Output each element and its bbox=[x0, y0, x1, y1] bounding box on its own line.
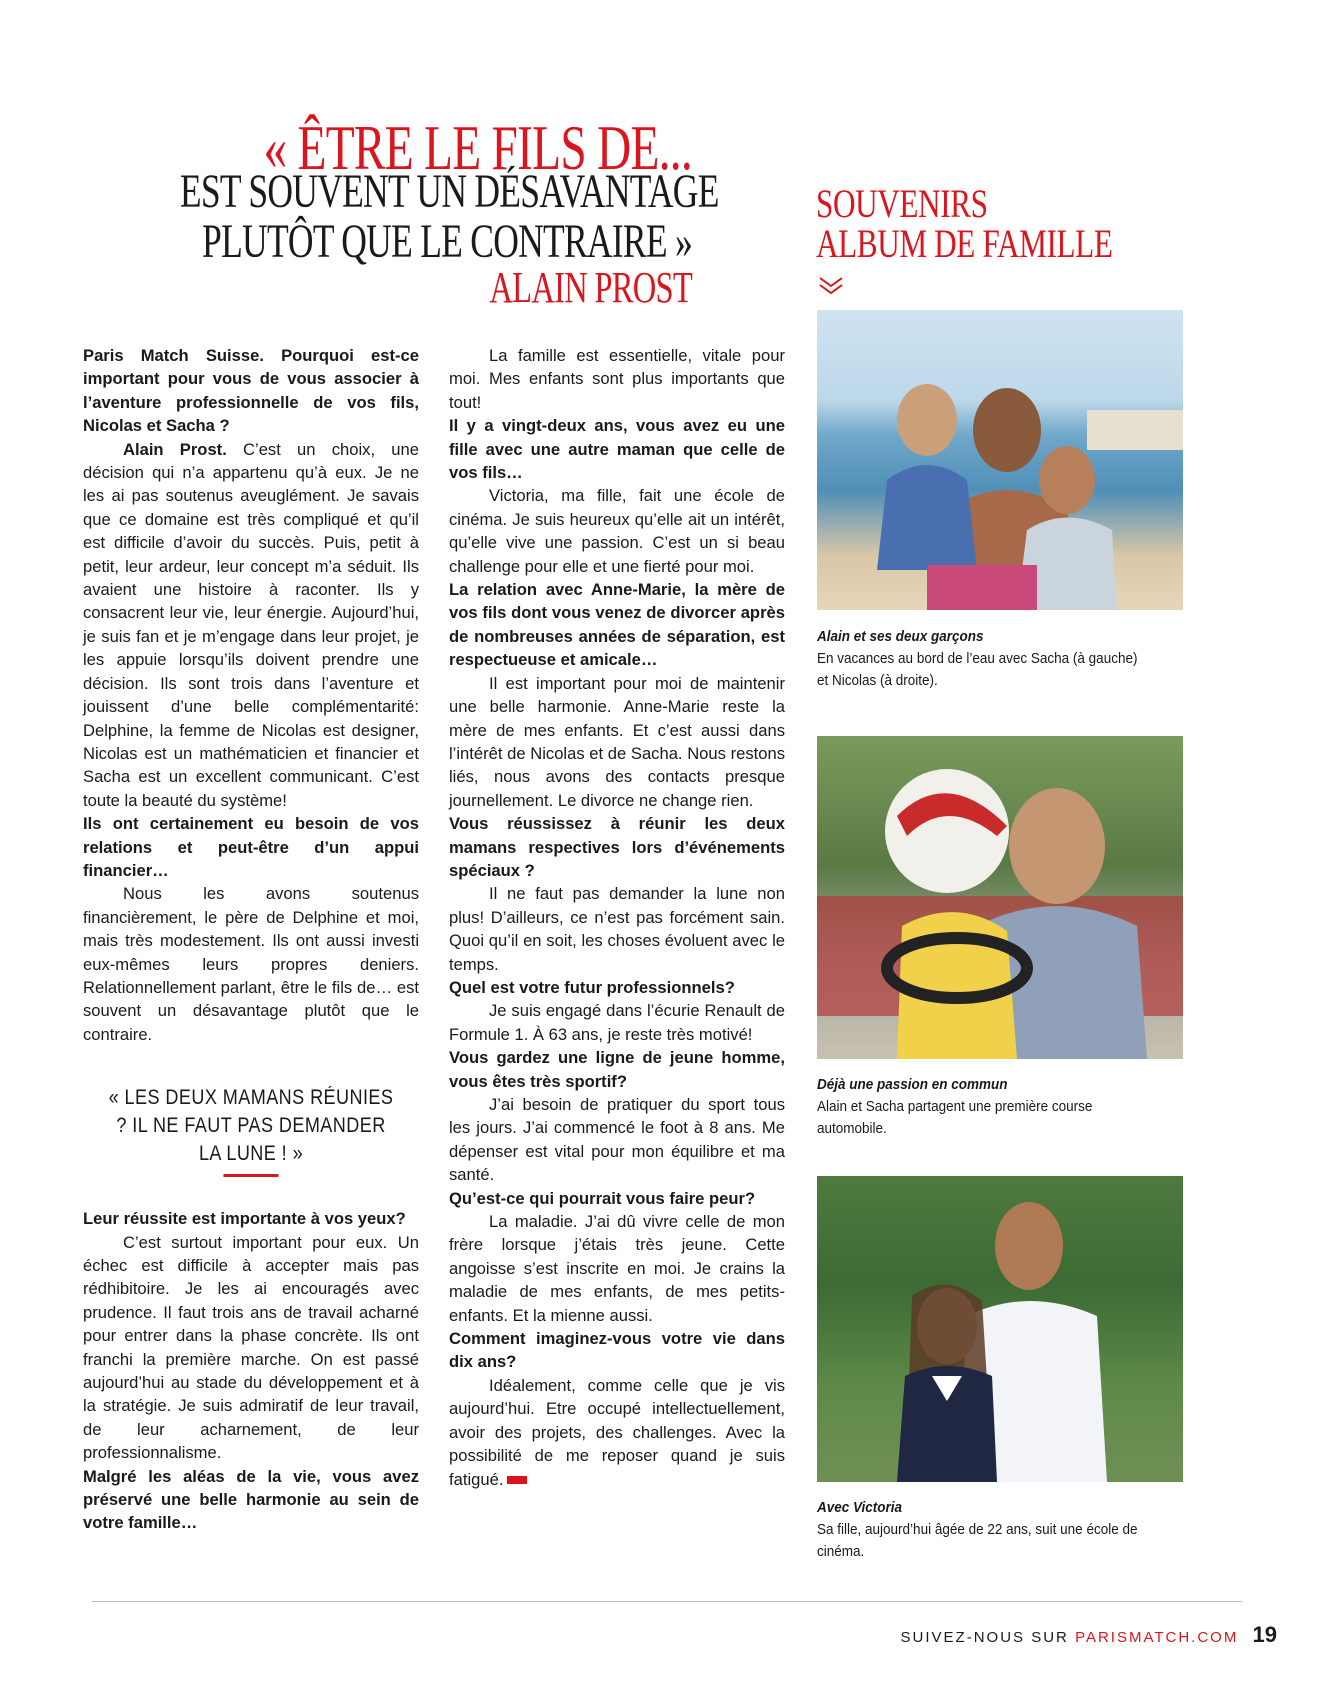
interview-question: Vous gardez une ligne de jeune homme, vous êtes très sportif? bbox=[449, 1048, 785, 1091]
headline-line-2: EST SOUVENT UN DÉSAVANTAGE bbox=[179, 165, 719, 218]
article-column-2 bbox=[449, 344, 785, 1491]
interview-answer bbox=[449, 882, 785, 976]
answer-text: La famille est essentielle, vitale pour moi. Mes enfants sont plus importants que tout! bbox=[449, 346, 785, 412]
caption-title: Avec Victoria bbox=[817, 1499, 903, 1516]
page-number: 19 bbox=[1252, 1622, 1277, 1647]
interview-answer bbox=[83, 438, 419, 813]
photo-victoria bbox=[817, 1176, 1183, 1482]
answer-text: Il est important pour moi de maintenir une belle harmonie. Anne-Marie reste la mère de mes enfants. Et c’est aussi dans l’intérêt de Nicolas et de Sacha. Nous restons liés, nous avons des contacts presque journellement. Le divorce ne change rien. bbox=[449, 673, 785, 810]
article-column-1 bbox=[83, 344, 419, 1535]
interview-question: La relation avec Anne-Marie, la mère de vos fils dont vous venez de divorcer après de nombreuses années de séparation, est respectueuse et amicale… bbox=[449, 580, 785, 670]
photo-victoria-caption bbox=[817, 1497, 1146, 1563]
interview-question: Comment imaginez-vous votre vie dans dix ans? bbox=[449, 1329, 785, 1372]
interview-question: Quel est votre futur professionnels? bbox=[449, 977, 735, 997]
interview-question: Il y a vingt-deux ans, vous avez eu une fille avec une autre maman que celle de vos fils… bbox=[449, 416, 785, 483]
photo-victoria-illustration bbox=[817, 1176, 1183, 1482]
footer bbox=[901, 1622, 1277, 1648]
answer-text: Nous les avons soutenus financièrement, le père de Delphine et moi, mais très modestement. Ils ont aussi investi eux-mêmes leurs propres deniers. Relationnellement parlant, être le fils de… est souvent un désavantage plutôt que le contraire. bbox=[83, 884, 419, 1044]
headline-line-1: « ÊTRE LE FILS DE... bbox=[263, 112, 692, 183]
interview-answer bbox=[83, 882, 419, 1046]
caption-text: En vacances au bord de l’eau avec Sacha (à gauche) et Nicolas (à droite). bbox=[817, 650, 1138, 689]
caption-text: Alain et Sacha partagent une première course automobile. bbox=[817, 1098, 1093, 1137]
interview-question: Leur réussite est importante à vos yeux? bbox=[83, 1209, 406, 1229]
interview-answer bbox=[449, 1093, 785, 1187]
pull-quote-underline bbox=[223, 1174, 278, 1177]
interview-question: Ils ont certainement eu besoin de vos relations et peut-être d’un appui financier… bbox=[83, 814, 419, 880]
interview-question: Vous réussissez à réunir les deux mamans respectives lors d’événements spéciaux ? bbox=[449, 814, 785, 880]
chevron-down-icon bbox=[818, 276, 844, 296]
sidebar-title-line-2: ALBUM DE FAMILLE bbox=[816, 221, 1113, 266]
answer-text: J’ai besoin de pratiquer du sport tous les jours. J’ai commencé le foot à 8 ans. Me dépenser est vital pour mon équilibre et ma santé. bbox=[449, 1095, 785, 1185]
caption-title: Alain et ses deux garçons bbox=[817, 628, 984, 645]
answer-text: Victoria, ma fille, fait une école de cinéma. Je suis heureux qu’elle ait un intérêt, qu’elle vive une passion. C’est un si beau challenge pour elle et une fierté pour moi. bbox=[449, 486, 785, 576]
photo-beach-illustration bbox=[817, 310, 1183, 610]
headline-author: ALAIN PROST bbox=[489, 263, 692, 312]
pull-quote bbox=[107, 1084, 396, 1177]
sidebar-title-line-1: SOUVENIRS bbox=[816, 181, 988, 226]
footer-rule bbox=[92, 1601, 1242, 1602]
answer-text: C’est surtout important pour eux. Un échec est difficile à accepter mais pas rédhibitoire. Je les ai encouragés avec prudence. Il faut trois ans de travail acharné pour entrer dans la phase concrète. Ils ont franchi la première marche. On est passé aujourd’hui au stade du développement et à la stratégie. Je suis admiratif de leur travail, de leur acharnement, de leur professionnalisme. bbox=[83, 1232, 419, 1463]
interview-answer bbox=[449, 1210, 785, 1327]
interview-answer bbox=[449, 672, 785, 812]
caption-title: Déjà une passion en commun bbox=[817, 1076, 1008, 1093]
interview-question: Paris Match Suisse. Pourquoi est-ce important pour vous de vous associer à l’aventure professionnelle de vos fils, Nicolas et Sacha ? bbox=[83, 346, 419, 436]
answer-text: Je suis engagé dans l’écurie Renault de Formule 1. À 63 ans, je reste très motivé! bbox=[449, 1001, 785, 1044]
answer-text: Il ne faut pas demander la lune non plus! D’ailleurs, ce n’est pas forcément sain. Quoi qu’il en soit, les choses évoluent avec le temps. bbox=[449, 884, 785, 974]
interview-answer bbox=[449, 999, 785, 1046]
footer-follow-text: SUIVEZ-NOUS SUR bbox=[900, 1629, 1069, 1646]
speaker-name: Alain Prost. bbox=[123, 439, 227, 459]
footer-site-link[interactable]: PARISMATCH.COM bbox=[1075, 1629, 1239, 1646]
answer-text: C’est un choix, une décision qui n’a appartenu qu’à eux. Je ne les ai pas soutenus aveuglément. Je savais que ce domaine est très compliqué et qu’il est difficile d’avoir du succès. Puis, petit à petit, leur ardeur, leur concept m’a séduit. Ils avaient une histoire à raconter. Ils y consacrent leur vie, leur énergie. Aujourd’hui, je suis fan et je m’engage dans leur projet, je les appuie lorsqu’ils doivent prendre une décision. Ils sont trois dans l’aventure et jouissent d’une belle complémentarité: Delphine, la femme de Nicolas est designer, Nicolas est un mathématicien et financier et Sacha est un excellent communicant. C’est toute la beauté du système! bbox=[83, 439, 419, 810]
answer-text: Idéalement, comme celle que je vis aujourd’hui. Etre occupé intellectuellement, avoir des projets, des challenges. Avec la possibilité de me reposer quand je suis fatigué. bbox=[449, 1375, 785, 1489]
photo-kart bbox=[817, 736, 1183, 1059]
headline-line-3: PLUTÔT QUE LE CONTRAIRE » bbox=[202, 215, 692, 268]
sidebar-title bbox=[816, 181, 1113, 266]
interview-answer bbox=[449, 344, 785, 414]
pull-quote-text: « LES DEUX MAMANS RÉUNIES ? IL NE FAUT PAS DEMANDER LA LUNE ! » bbox=[108, 1086, 394, 1166]
interview-answer bbox=[83, 1231, 419, 1465]
photo-kart-caption bbox=[817, 1074, 1146, 1140]
photo-beach-caption bbox=[817, 626, 1146, 692]
photo-beach bbox=[817, 310, 1183, 610]
interview-question: Malgré les aléas de la vie, vous avez préservé une belle harmonie au sein de votre famille… bbox=[83, 1466, 419, 1533]
answer-text: La maladie. J’ai dû vivre celle de mon frère lorsque j’étais très jeune. Cette angoisse s’est inscrite en moi. Je crains la maladie de mes enfants, de mes petits-enfants. Et la mienne aussi. bbox=[449, 1212, 785, 1325]
interview-answer bbox=[449, 1374, 785, 1491]
interview-answer bbox=[449, 484, 785, 578]
interview-question: Qu’est-ce qui pourrait vous faire peur? bbox=[449, 1188, 756, 1208]
end-mark bbox=[507, 1476, 527, 1484]
column-1-top bbox=[83, 344, 419, 1046]
photo-kart-illustration bbox=[817, 736, 1183, 1059]
caption-text: Sa fille, aujourd’hui âgée de 22 ans, suit une école de cinéma. bbox=[817, 1521, 1138, 1560]
column-1-bottom bbox=[83, 1207, 419, 1535]
